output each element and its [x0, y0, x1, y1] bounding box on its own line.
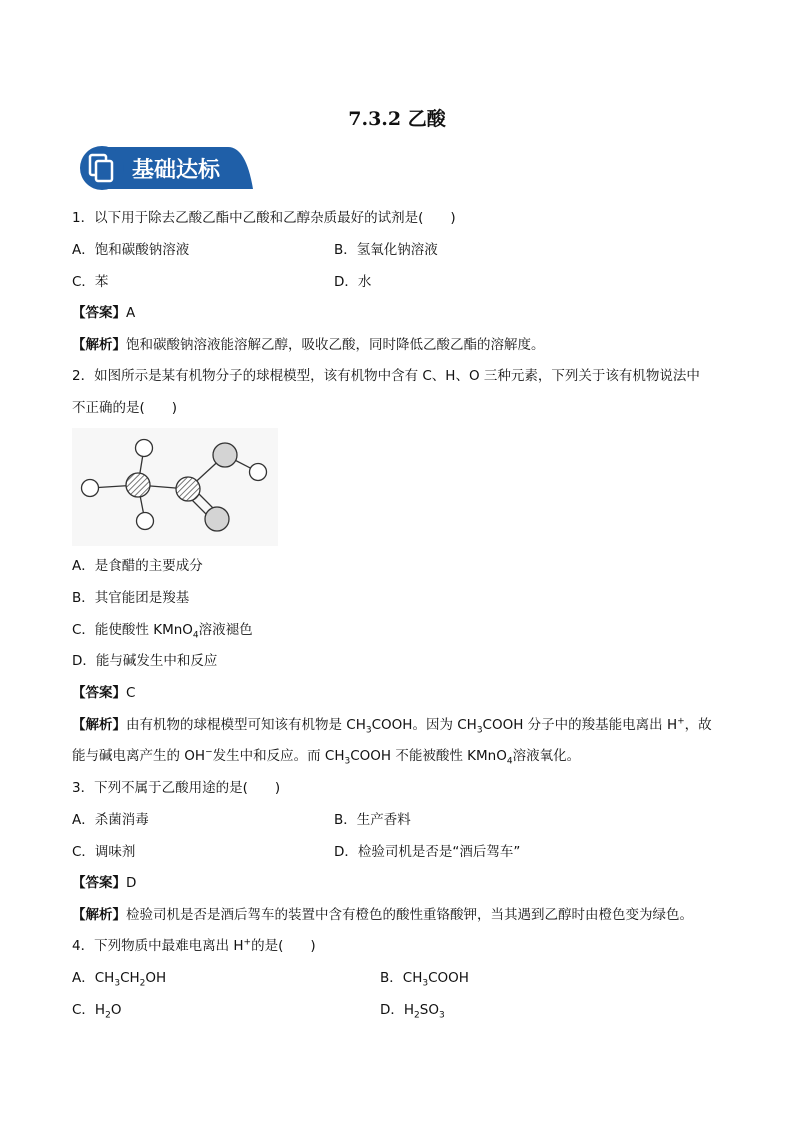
- q3-option-c: C．调味剂: [72, 844, 136, 860]
- carbon-atom: [126, 473, 150, 497]
- hydrogen-atom: [136, 440, 153, 457]
- q3-stem: 3．下列不属于乙酸用途的是( ): [72, 780, 281, 796]
- answer-label: 【答案】: [72, 685, 126, 701]
- hydrogen-atom: [82, 480, 99, 497]
- q1-option-b: B．氢氧化钠溶液: [334, 242, 438, 258]
- q3-option-d: D．检验司机是否是“酒后驾车”: [334, 844, 521, 860]
- q1-option-c: C．苯: [72, 274, 109, 290]
- answer-label: 【答案】: [72, 875, 126, 891]
- q3-option-b: B．生产香料: [334, 812, 411, 828]
- page-title: 7.3.2 乙酸: [348, 108, 446, 130]
- q3-option-a: A．杀菌消毒: [72, 812, 149, 828]
- q1-analysis: [72, 336, 545, 354]
- q4-option-d: D．$H_2SO_3$: [380, 1002, 445, 1021]
- q2-option-d: D．能与碱发生中和反应: [72, 653, 218, 669]
- q1-option-a: A．饱和碳酸钠溶液: [72, 242, 190, 258]
- section-banner: [78, 143, 253, 193]
- q2-option-b: B．其官能团是羧基: [72, 590, 190, 606]
- hydrogen-atom: [250, 464, 267, 481]
- q2-analysis-line1: 【解析】由有机物的球棍模型可知该有机物是 $CH_3COOH$。因为 $CH_3COOH$ 分子中的羧基能电离出 H+，故: [72, 716, 712, 736]
- q2-option-a: A．是食醋的主要成分: [72, 558, 203, 574]
- q2-stem-line2: 不正确的是( ): [72, 400, 178, 416]
- q2-option-c: C．能使酸性 KMnO$_4$溶液褪色: [72, 622, 253, 641]
- analysis-label: 【解析】: [72, 337, 126, 353]
- q4-option-a: A．$CH_3CH_2OH$: [72, 970, 167, 989]
- answer-value: D: [126, 875, 137, 891]
- analysis-label: 【解析】: [72, 907, 126, 923]
- oxygen-atom: [205, 507, 229, 531]
- q2-stem-line1: 2．如图所示是某有机物分子的球棍模型，该有机物中含有 C、H、O 三种元素，下列关于该有机物说法中: [72, 368, 700, 384]
- section-label: 基础达标: [132, 158, 221, 183]
- analysis-label: 【解析】: [72, 717, 126, 733]
- q3-answer: [72, 874, 136, 892]
- q3-analysis: [72, 906, 693, 924]
- q1-answer: [72, 304, 135, 322]
- answer-value: C: [126, 685, 136, 701]
- hydrogen-atom: [137, 513, 154, 530]
- q4-option-c: C．$H_2O$: [72, 1002, 122, 1021]
- q4-option-b: B．$CH_3COOH$: [380, 970, 469, 989]
- analysis-text: 饱和碳酸钠溶液能溶解乙醇，吸收乙酸，同时降低乙酸乙酯的溶解度。: [126, 337, 545, 353]
- q1-option-d: D．水: [334, 274, 372, 290]
- ball-stick-model-figure: [72, 428, 278, 546]
- answer-value: A: [126, 305, 136, 321]
- carbon-atom: [176, 477, 200, 501]
- q2-answer: [72, 684, 135, 702]
- q1-stem: 1．以下用于除去乙酸乙酯中乙酸和乙醇杂质最好的试剂是( ): [72, 210, 456, 226]
- answer-label: 【答案】: [72, 305, 126, 321]
- analysis-text: 检验司机是否是酒后驾车的装置中含有橙色的酸性重铬酸钾，当其遇到乙醇时由橙色变为绿色。: [126, 907, 693, 923]
- oxygen-atom: [213, 443, 237, 467]
- q2-analysis-line2: 能与碱电离产生的 OH−发生中和反应。而 $CH_3COOH$ 不能被酸性 KMnO$_4$溶液氧化。: [72, 747, 581, 767]
- q4-stem: 4．下列物质中最难电离出 H+的是( ): [72, 937, 316, 954]
